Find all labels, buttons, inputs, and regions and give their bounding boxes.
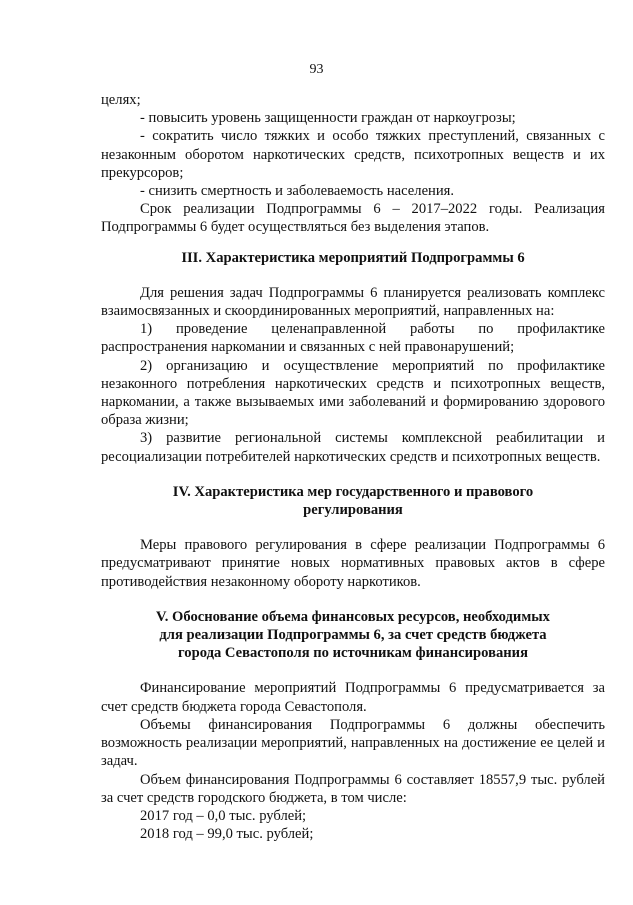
list-item: 2) организацию и осуществление мероприятий по профилактике незаконного потребления наркотических средств и психотропных веществ, наркомании, а также вызываемых ими заболеваний и формированию здорового образа жизни; bbox=[101, 357, 605, 429]
heading-line: города Севастополя по источникам финансирования bbox=[178, 645, 528, 662]
paragraph: Меры правового регулирования в сфере реализации Подпрограммы 6 предусматривают принятие новых нормативных правовых актов в сфере противодействия незаконному обороту наркотиков. bbox=[101, 537, 605, 590]
paragraph: Объемы финансирования Подпрограммы 6 должны обеспечить возможность реализации мероприятий, направленных на достижение ее целей и задач. bbox=[101, 716, 605, 770]
heading-line: V. Обоснование объема финансовых ресурсов, необходимых bbox=[156, 608, 550, 625]
list-item: 2018 год – 99,0 тыс. рублей; bbox=[140, 826, 314, 843]
list-item: - сократить число тяжких и особо тяжких преступлений, связанных с незаконным оборотом наркотических средств, психотропных веществ и их прекурсоров; bbox=[101, 128, 605, 181]
section-heading-3: III. Характеристика мероприятий Подпрограммы 6 bbox=[181, 249, 525, 266]
list-item: 2017 год – 0,0 тыс. рублей; bbox=[140, 807, 307, 824]
section-heading-4 bbox=[101, 483, 605, 519]
heading-line: IV. Характеристика мер государственного и правового bbox=[172, 483, 534, 500]
paragraph: Срок реализации Подпрограммы 6 – 2017–2022 годы. Реализация Подпрограммы 6 будет осуществляться без выделения этапов. bbox=[101, 201, 605, 236]
page-number: 93 bbox=[309, 62, 324, 77]
document-body bbox=[101, 91, 605, 843]
list-item: - повысить уровень защищенности граждан от наркоугрозы; bbox=[140, 110, 516, 127]
heading-line: для реализации Подпрограммы 6, за счет средств бюджета bbox=[159, 627, 547, 644]
list-item: 1) проведение целенаправленной работы по профилактике распространения наркомании и связанных с ней правонарушений; bbox=[101, 321, 605, 356]
paragraph: Для решения задач Подпрограммы 6 планируется реализовать комплекс взаимосвязанных и скоординированных мероприятий, направленных на: bbox=[101, 284, 605, 320]
heading-line: регулирования bbox=[303, 502, 403, 519]
paragraph: Финансирование мероприятий Подпрограммы 6 предусматривается за счет средств бюджета города Севастополя. bbox=[101, 680, 605, 715]
paragraph: целях; bbox=[101, 92, 141, 108]
section-heading-5 bbox=[101, 608, 605, 663]
list-item: 3) развитие региональной системы комплексной реабилитации и ресоциализации потребителей наркотических средств и психотропных веществ. bbox=[101, 430, 605, 465]
list-item: - снизить смертность и заболеваемость населения. bbox=[140, 183, 455, 200]
paragraph: Объем финансирования Подпрограммы 6 составляет 18557,9 тыс. рублей за счет средств городского бюджета, в том числе: bbox=[101, 771, 605, 806]
